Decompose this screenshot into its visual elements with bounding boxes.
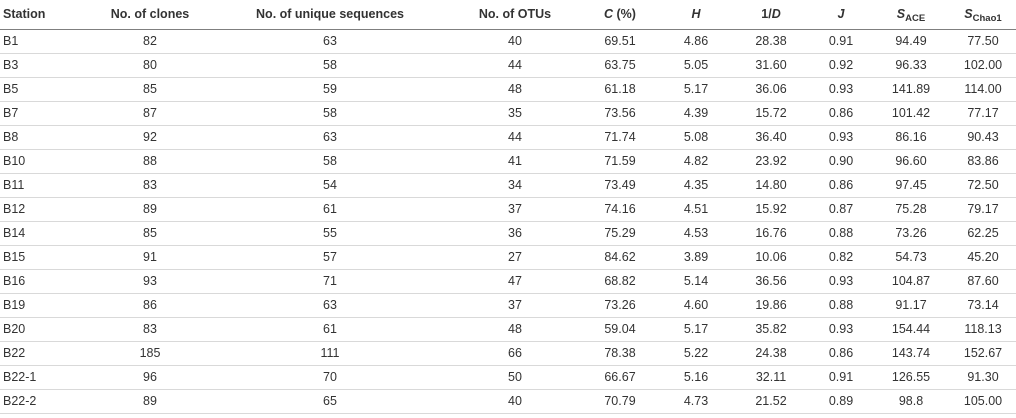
header-simpson-prefix: 1/	[761, 7, 772, 22]
cell-otus: 47	[508, 274, 522, 288]
cell-shannon: 4.51	[683, 202, 709, 216]
table-row	[0, 317, 1016, 341]
cell-otus: 66	[508, 346, 522, 360]
cell-shannon: 5.08	[683, 130, 709, 144]
cell-schao1: 118.13	[964, 322, 1002, 336]
table-row	[0, 269, 1016, 293]
cell-sace: 101.42	[891, 106, 931, 120]
cell-coverage: 73.49	[604, 178, 636, 192]
cell-coverage: 75.29	[604, 226, 636, 240]
cell-schao1: 91.30	[967, 370, 999, 384]
cell-otus: 48	[508, 82, 522, 96]
cell-shannon: 5.17	[683, 82, 709, 96]
cell-evenness: 0.88	[828, 226, 854, 240]
cell-schao1: 73.14	[967, 298, 999, 312]
cell-evenness: 0.93	[828, 130, 854, 144]
table-row	[0, 197, 1016, 221]
cell-unique-sequences: 63	[323, 130, 337, 144]
cell-evenness: 0.93	[828, 322, 854, 336]
cell-shannon: 3.89	[683, 250, 709, 264]
cell-unique-sequences: 54	[323, 178, 337, 192]
cell-schao1: 72.50	[967, 178, 999, 192]
cell-coverage: 71.59	[604, 154, 636, 168]
cell-station: B7	[3, 106, 19, 120]
cell-otus: 27	[508, 250, 522, 264]
cell-unique-sequences: 58	[323, 58, 337, 72]
cell-coverage: 66.67	[604, 370, 636, 384]
cell-unique-sequences: 63	[323, 34, 337, 48]
cell-evenness: 0.89	[828, 394, 854, 408]
cell-schao1: 105.00	[963, 394, 1003, 408]
header-row	[0, 0, 1016, 29]
cell-station: B1	[3, 34, 19, 48]
cell-unique-sequences: 58	[323, 106, 337, 120]
table-row	[0, 341, 1016, 365]
cell-evenness: 0.92	[828, 58, 854, 72]
table-row	[0, 293, 1016, 317]
cell-schao1: 90.43	[967, 130, 999, 144]
cell-shannon: 5.17	[683, 322, 709, 336]
cell-simpson: 31.60	[755, 58, 787, 72]
cell-simpson: 32.11	[755, 370, 787, 384]
cell-sace: 154.44	[891, 322, 931, 336]
cell-unique-sequences: 55	[323, 226, 337, 240]
table-header	[0, 0, 1016, 29]
cell-station: B19	[3, 298, 26, 312]
cell-sace: 54.73	[895, 250, 927, 264]
cell-schao1: 83.86	[967, 154, 999, 168]
cell-otus: 48	[508, 322, 522, 336]
cell-clones: 85	[143, 82, 157, 96]
header-evenness: J	[837, 7, 845, 22]
table-row	[0, 245, 1016, 269]
cell-station: B5	[3, 82, 19, 96]
cell-shannon: 4.35	[683, 178, 709, 192]
cell-coverage: 73.56	[604, 106, 636, 120]
cell-unique-sequences: 71	[323, 274, 337, 288]
cell-coverage: 74.16	[604, 202, 636, 216]
table-body	[0, 29, 1016, 413]
cell-station: B8	[3, 130, 19, 144]
cell-otus: 40	[508, 34, 522, 48]
cell-shannon: 5.22	[683, 346, 709, 360]
cell-station: B16	[3, 274, 26, 288]
cell-station: B12	[3, 202, 26, 216]
table-row	[0, 29, 1016, 53]
cell-clones: 80	[143, 58, 157, 72]
cell-simpson: 16.76	[755, 226, 787, 240]
table-row	[0, 389, 1016, 413]
cell-clones: 82	[143, 34, 157, 48]
cell-schao1: 77.50	[967, 34, 999, 48]
cell-evenness: 0.88	[828, 298, 854, 312]
cell-otus: 41	[508, 154, 522, 168]
cell-sace: 91.17	[895, 298, 927, 312]
cell-sace: 98.8	[898, 394, 924, 408]
cell-otus: 40	[508, 394, 522, 408]
cell-simpson: 10.06	[755, 250, 787, 264]
cell-simpson: 15.92	[755, 202, 787, 216]
cell-coverage: 68.82	[604, 274, 636, 288]
cell-clones: 83	[143, 322, 157, 336]
cell-simpson: 36.06	[755, 82, 787, 96]
table-row	[0, 173, 1016, 197]
header-sace	[872, 0, 950, 29]
header-simpson-symbol: D	[771, 7, 781, 22]
header-simpson	[732, 0, 810, 29]
cell-unique-sequences: 63	[323, 298, 337, 312]
cell-evenness: 0.91	[828, 34, 854, 48]
header-sace-sub: ACE	[905, 13, 926, 25]
cell-coverage: 84.62	[604, 250, 636, 264]
header-station: Station	[3, 7, 46, 22]
cell-shannon: 4.73	[683, 394, 709, 408]
header-schao1-sub: Chao1	[972, 13, 1002, 25]
cell-station: B14	[3, 226, 26, 240]
cell-schao1: 45.20	[967, 250, 999, 264]
cell-clones: 93	[143, 274, 157, 288]
cell-shannon: 4.39	[683, 106, 709, 120]
cell-schao1: 79.17	[967, 202, 999, 216]
cell-coverage: 63.75	[604, 58, 636, 72]
cell-evenness: 0.90	[828, 154, 854, 168]
cell-sace: 126.55	[891, 370, 931, 384]
cell-shannon: 5.16	[683, 370, 709, 384]
cell-clones: 89	[143, 394, 157, 408]
cell-otus: 35	[508, 106, 522, 120]
cell-station: B22-2	[3, 394, 37, 408]
cell-unique-sequences: 59	[323, 82, 337, 96]
cell-shannon: 4.60	[683, 298, 709, 312]
cell-coverage: 59.04	[604, 322, 636, 336]
cell-clones: 83	[143, 178, 157, 192]
cell-sace: 97.45	[895, 178, 927, 192]
cell-simpson: 19.86	[755, 298, 787, 312]
table-row	[0, 221, 1016, 245]
cell-evenness: 0.82	[828, 250, 854, 264]
cell-unique-sequences: 111	[320, 346, 340, 360]
cell-schao1: 152.67	[963, 346, 1003, 360]
cell-clones: 96	[143, 370, 157, 384]
cell-sace: 73.26	[895, 226, 927, 240]
cell-coverage: 70.79	[604, 394, 636, 408]
cell-simpson: 28.38	[755, 34, 787, 48]
cell-schao1: 62.25	[967, 226, 999, 240]
cell-station: B10	[3, 154, 26, 168]
cell-schao1: 87.60	[967, 274, 999, 288]
cell-station: B20	[3, 322, 26, 336]
cell-sace: 86.16	[895, 130, 927, 144]
cell-simpson: 36.56	[755, 274, 787, 288]
cell-coverage: 73.26	[604, 298, 636, 312]
table-row	[0, 101, 1016, 125]
header-sace-main: S	[896, 7, 906, 22]
header-coverage	[580, 0, 660, 29]
cell-clones: 89	[143, 202, 157, 216]
cell-simpson: 21.52	[755, 394, 787, 408]
cell-clones: 92	[143, 130, 157, 144]
header-schao1-main: S	[964, 7, 973, 22]
cell-shannon: 5.05	[683, 58, 709, 72]
cell-simpson: 35.82	[755, 322, 787, 336]
table-row	[0, 53, 1016, 77]
header-otus: No. of OTUs	[478, 7, 552, 22]
cell-station: B22	[3, 346, 26, 360]
cell-unique-sequences: 58	[323, 154, 337, 168]
table-row	[0, 149, 1016, 173]
header-coverage-symbol: C	[604, 7, 614, 22]
cell-sace: 75.28	[895, 202, 927, 216]
cell-sace: 94.49	[895, 34, 927, 48]
cell-sace: 96.33	[895, 58, 927, 72]
table-row	[0, 77, 1016, 101]
cell-simpson: 14.80	[755, 178, 787, 192]
cell-otus: 50	[508, 370, 522, 384]
cell-evenness: 0.86	[828, 346, 854, 360]
cell-otus: 44	[508, 58, 522, 72]
table-row	[0, 365, 1016, 389]
cell-coverage: 78.38	[604, 346, 636, 360]
cell-unique-sequences: 61	[323, 322, 337, 336]
cell-shannon: 4.86	[683, 34, 709, 48]
cell-shannon: 4.82	[683, 154, 709, 168]
cell-simpson: 36.40	[755, 130, 787, 144]
cell-simpson: 23.92	[755, 154, 787, 168]
cell-clones: 87	[143, 106, 157, 120]
header-unique-sequences: No. of unique sequences	[256, 7, 404, 22]
cell-evenness: 0.86	[828, 178, 854, 192]
cell-station: B22-1	[3, 370, 37, 384]
cell-evenness: 0.87	[828, 202, 854, 216]
cell-coverage: 61.18	[604, 82, 636, 96]
cell-sace: 96.60	[895, 154, 927, 168]
cell-coverage: 69.51	[604, 34, 636, 48]
cell-coverage: 71.74	[604, 130, 636, 144]
cell-otus: 37	[508, 298, 522, 312]
cell-unique-sequences: 61	[323, 202, 337, 216]
cell-clones: 185	[139, 346, 161, 360]
cell-otus: 36	[508, 226, 522, 240]
cell-clones: 88	[143, 154, 157, 168]
cell-evenness: 0.93	[828, 274, 854, 288]
cell-simpson: 15.72	[755, 106, 787, 120]
cell-otus: 44	[508, 130, 522, 144]
cell-clones: 91	[143, 250, 157, 264]
cell-evenness: 0.86	[828, 106, 854, 120]
header-clones: No. of clones	[110, 7, 190, 22]
table-row	[0, 125, 1016, 149]
cell-schao1: 114.00	[964, 82, 1002, 96]
cell-unique-sequences: 70	[323, 370, 337, 384]
cell-schao1: 77.17	[967, 106, 999, 120]
cell-sace: 141.89	[891, 82, 931, 96]
cell-unique-sequences: 65	[323, 394, 337, 408]
cell-shannon: 4.53	[683, 226, 709, 240]
cell-clones: 85	[143, 226, 157, 240]
cell-sace: 143.74	[891, 346, 931, 360]
cell-unique-sequences: 57	[323, 250, 337, 264]
cell-station: B11	[3, 178, 25, 192]
cell-otus: 37	[508, 202, 522, 216]
cell-station: B15	[3, 250, 26, 264]
cell-schao1: 102.00	[963, 58, 1003, 72]
header-coverage-unit: (%)	[613, 7, 636, 22]
cell-evenness: 0.91	[828, 370, 854, 384]
cell-station: B3	[3, 58, 19, 72]
cell-sace: 104.87	[891, 274, 931, 288]
cell-shannon: 5.14	[683, 274, 709, 288]
cell-evenness: 0.93	[828, 82, 854, 96]
header-schao1	[950, 0, 1016, 29]
cell-otus: 34	[508, 178, 522, 192]
header-shannon: H	[691, 7, 701, 22]
cell-simpson: 24.38	[755, 346, 787, 360]
cell-clones: 86	[143, 298, 157, 312]
